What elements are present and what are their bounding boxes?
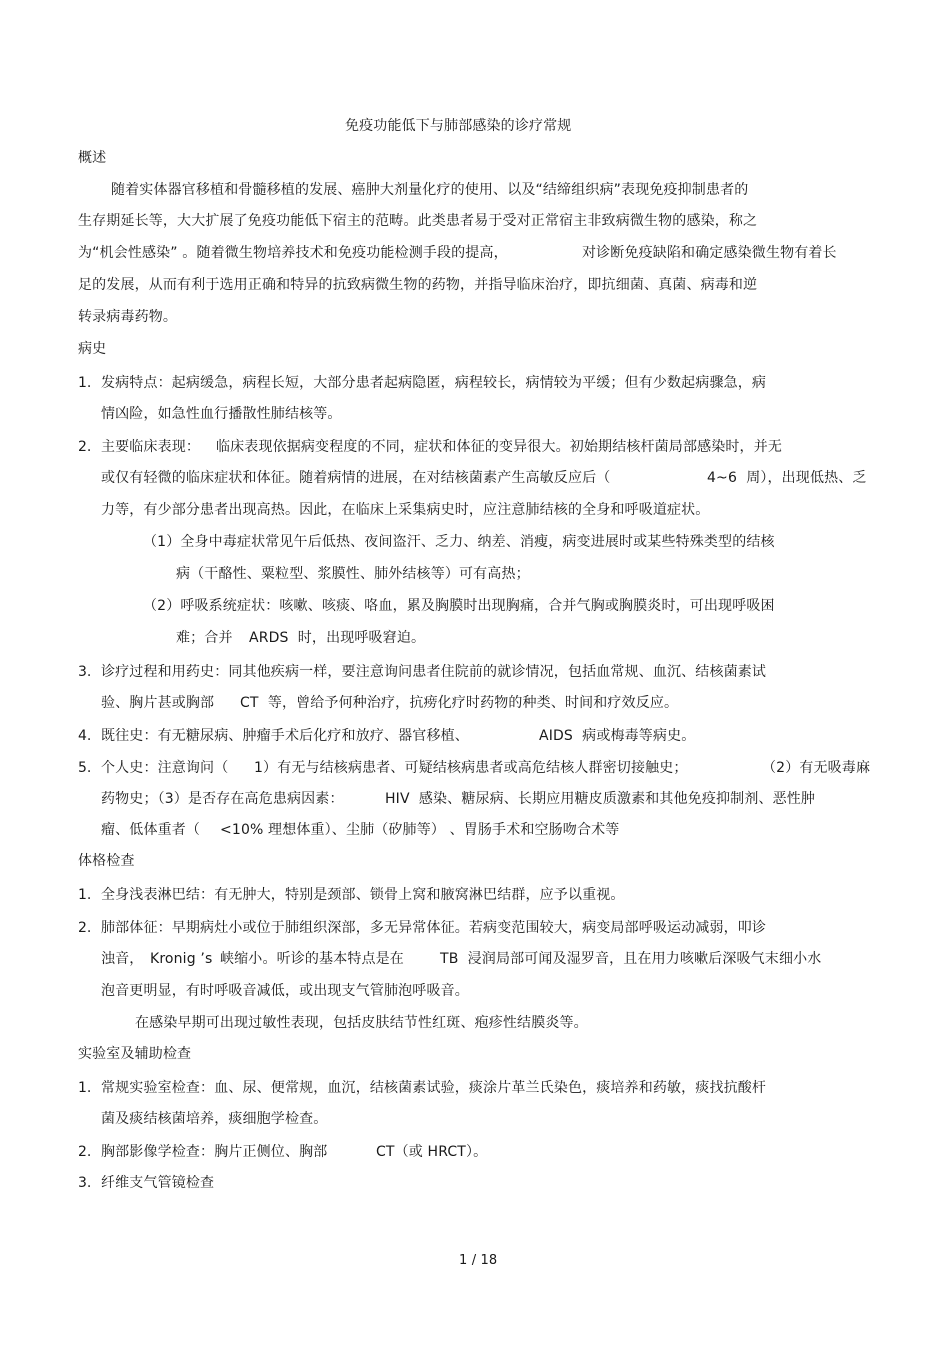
list-item-text: 胸部影像学检查：胸片正侧位、胸部 [101, 1144, 328, 1160]
list-item-text: AIDS 病或梅毒等病史。 [539, 728, 696, 744]
list-item-text: CT（或 HRCT）。 [376, 1144, 488, 1160]
list-number: 3. [78, 664, 92, 680]
page-title: 免疫功能低下与肺部感染的诊疗常规 [345, 118, 572, 134]
list-item-text: 主要临床表现： [101, 439, 201, 455]
list-item-text: 临床表现依据病变程度的不同，症状和体征的变异很大。初始期结核杆菌局部感染时，并无 [216, 439, 782, 455]
list-item-text: 力等，有少部分患者出现高热。因此，在临床上采集病史时，应注意肺结核的全身和呼吸道症状。 [101, 502, 710, 518]
paragraph-line: 转录病毒药物。 [78, 309, 178, 325]
list-item-text: 菌及痰结核菌培养，痰细胞学检查。 [101, 1111, 328, 1127]
paragraph-line: 足的发展，从而有利于选用正确和特异的抗致病微生物的药物，并指导临床治疗，即抗细菌、真菌、病毒和逆 [78, 277, 758, 293]
list-item-text: 发病特点：起病缓急，病程长短，大部分患者起病隐匿，病程较长，病情较为平缓；但有少数起病骤急，病 [101, 375, 767, 391]
list-item-text: 既往史：有无糖尿病、肿瘤手术后化疗和放疗、器官移植、 [101, 728, 469, 744]
list-item-text: TB 浸润局部可闻及湿罗音，且在用力咳嗽后深吸气末细小水 [440, 951, 822, 967]
section-heading-lab: 实验室及辅助检查 [78, 1046, 192, 1062]
list-item-text: Kronig ’s [150, 951, 213, 967]
list-item-text: HIV 感染、糖尿病、长期应用糖皮质激素和其他免疫抑制剂、恶性肿 [385, 791, 816, 807]
list-subitem-text: 难；合并 [176, 630, 233, 646]
paragraph-line: 在感染早期可出现过敏性表现，包括皮肤结节性红斑、疱疹性结膜炎等。 [135, 1015, 588, 1031]
list-item-text: 或仅有轻微的临床症状和体征。随着病情的进展，在对结核菌素产生高敏反应后（ [101, 470, 611, 486]
page-number: 1 / 18 [459, 1253, 498, 1268]
paragraph-line: 为“机会性感染” 。随着微生物培养技术和免疫功能检测手段的提高， [78, 245, 508, 261]
list-subitem-text: ARDS 时，出现呼吸窘迫。 [249, 630, 426, 646]
list-item-text: 浊音， [101, 951, 144, 967]
list-subitem-text: （1）全身中毒症状常见午后低热、夜间盗汗、乏力、纳差、消瘦，病变进展时或某些特殊类型的结核 [143, 534, 775, 550]
list-item-text: （2）有无吸毒麻 [762, 760, 871, 776]
list-item-text: 个人史：注意询问（ [101, 760, 229, 776]
paragraph-line: 随着实体器官移植和骨髓移植的发展、癌肿大剂量化疗的使用、以及“结缔组织病”表现免疫抑制患者的 [111, 182, 749, 198]
list-number: 4. [78, 728, 92, 744]
list-subitem-text: 病（干酪性、粟粒型、浆膜性、肺外结核等）可有高热； [176, 566, 530, 582]
list-number: 1. [78, 375, 92, 391]
list-item-text: <10% 理想体重）、尘肺（矽肺等） 、胃肠手术和空肠吻合术等 [220, 822, 620, 838]
list-item-text: 药物史；（3）是否存在高危患病因素： [101, 791, 344, 807]
list-number: 2. [78, 920, 92, 936]
list-item-text: 全身浅表淋巴结：有无肿大，特别是颈部、锁骨上窝和腋窝淋巴结群，应予以重视。 [101, 887, 625, 903]
list-item-text: 纤维支气管镜检查 [101, 1175, 215, 1191]
list-item-text: 1）有无与结核病患者、可疑结核病患者或高危结核人群密切接触史； [254, 760, 688, 776]
list-item-text: 常规实验室检查：血、尿、便常规，血沉，结核菌素试验，痰涂片革兰氏染色，痰培养和药敏，痰找抗酸杆 [101, 1080, 767, 1096]
list-item-text: CT 等，曾给予何种治疗，抗痨化疗时药物的种类、时间和疗效反应。 [240, 695, 679, 711]
list-subitem-text: （2）呼吸系统症状：咳嗽、咳痰、咯血，累及胸膜时出现胸痛，合并气胸或胸膜炎时，可出现呼吸困 [143, 598, 775, 614]
list-item-text: 验、胸片甚或胸部 [101, 695, 215, 711]
list-number: 3. [78, 1175, 92, 1191]
list-item-text: 瘤、低体重者（ [101, 822, 201, 838]
paragraph-line: 生存期延长等，大大扩展了免疫功能低下宿主的范畴。此类患者易于受对正常宿主非致病微生物的感染，称之 [78, 213, 758, 229]
section-heading-physical: 体格检查 [78, 853, 135, 869]
list-item-text: 情凶险，如急性血行播散性肺结核等。 [101, 406, 342, 422]
list-item-text: 肺部体征：早期病灶小或位于肺组织深部，多无异常体征。若病变范围较大，病变局部呼吸运动减弱，叩诊 [101, 920, 767, 936]
list-number: 2. [78, 439, 92, 455]
list-number: 2. [78, 1144, 92, 1160]
list-number: 1. [78, 1080, 92, 1096]
paragraph-line: 对诊断免疫缺陷和确定感染微生物有着长 [582, 245, 837, 261]
list-item-text: 诊疗过程和用药史：同其他疾病一样，要注意询问患者住院前的就诊情况，包括血常规、血沉、结核菌素试 [101, 664, 767, 680]
list-item-text: 4~6 周），出现低热、乏 [707, 470, 867, 486]
list-item-text: 峡缩小。听诊的基本特点是在 [220, 951, 404, 967]
list-number: 5. [78, 760, 92, 776]
list-number: 1. [78, 887, 92, 903]
section-heading-overview: 概述 [78, 150, 107, 166]
section-heading-history: 病史 [78, 341, 107, 357]
list-item-text: 泡音更明显，有时呼吸音减低，或出现支气管肺泡呼吸音。 [101, 983, 469, 999]
